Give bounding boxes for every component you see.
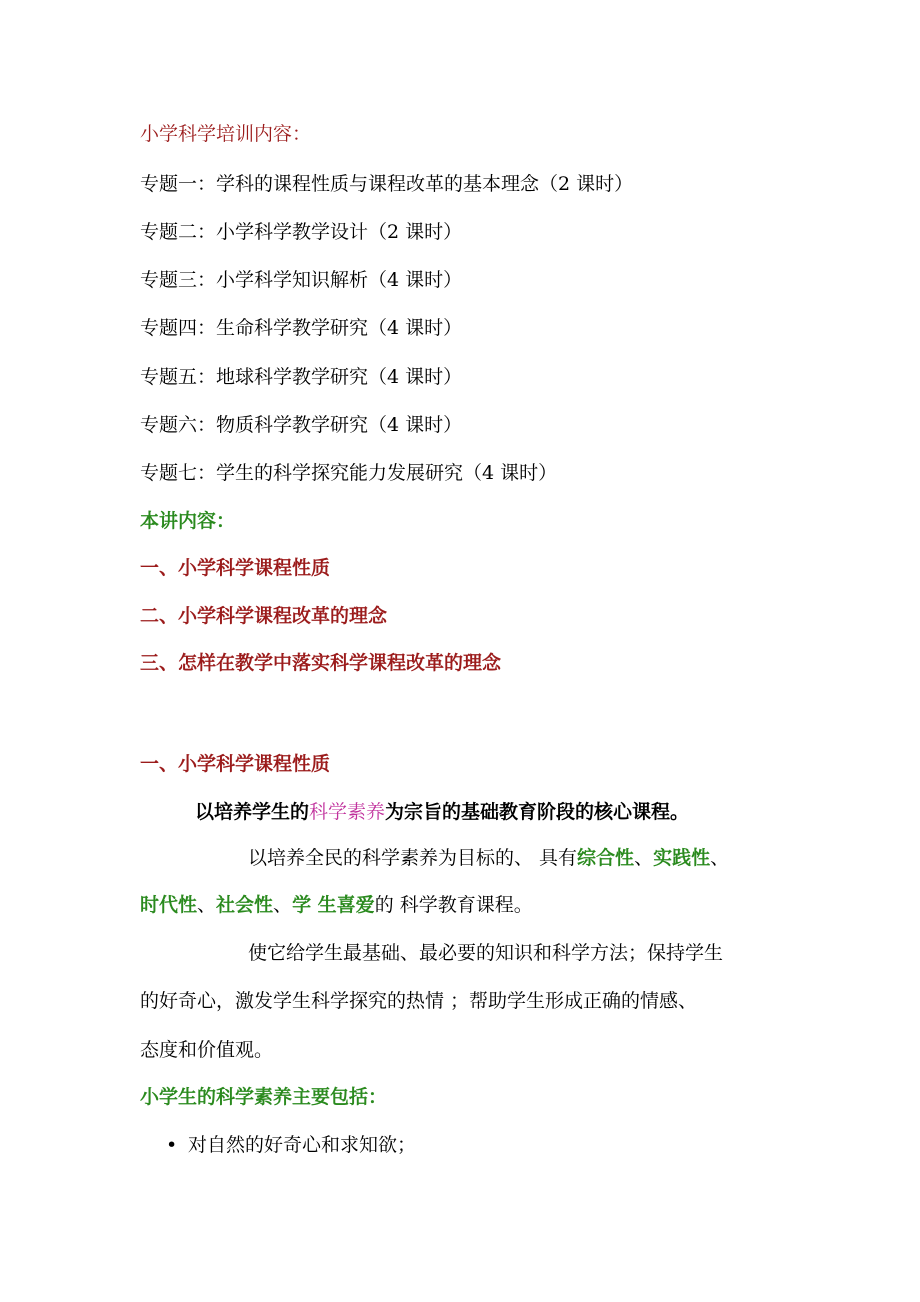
lecture-item-1: 一、小学科学课程性质 <box>140 557 331 579</box>
para2-line3: 态度和价值观。 <box>140 1039 274 1061</box>
section1-heading: 一、小学科学课程性质 <box>140 753 331 775</box>
bullet-text: 对自然的好奇心和求知欲； <box>188 1134 417 1156</box>
para2-line1: 使它给学生最基础、最必要的知识和科学方法；保持学生 <box>248 942 724 964</box>
definition-line <box>195 800 689 824</box>
para1-post: 的 科学教育课程。 <box>374 894 533 916</box>
lecture-item-2: 二、小学科学课程改革的理念 <box>140 605 388 627</box>
lecture-heading: 本讲内容： <box>140 510 236 532</box>
para1-line2 <box>140 893 533 917</box>
topic-7: 专题七：学生的科学探究能力发展研究（4 课时） <box>140 462 558 484</box>
topic-4: 专题四：生命科学教学研究（4 课时） <box>140 317 463 339</box>
para1-term-contemporary: 时代性 <box>140 894 198 916</box>
topic-5: 专题五：地球科学教学研究（4 课时） <box>140 366 463 388</box>
para1-sep-3: 、 <box>197 894 217 916</box>
para1-term-practical: 实践性 <box>653 847 711 869</box>
lecture-item-3: 三、怎样在教学中落实科学课程改革的理念 <box>140 652 502 674</box>
topic-6: 专题六：物质科学教学研究（4 课时） <box>140 414 463 436</box>
para1-line1 <box>248 846 729 870</box>
definition-post: 为宗旨的基础教育阶段的核心课程。 <box>385 801 690 823</box>
para1-term-integrated: 综合性 <box>577 847 635 869</box>
topic-2: 专题二：小学科学教学设计（2 课时） <box>140 221 463 243</box>
para1-sep-2: 、 <box>710 847 730 869</box>
para1-term-social: 社会性 <box>216 894 274 916</box>
para1-sep-1: 、 <box>634 847 654 869</box>
training-heading: 小学科学培训内容： <box>140 123 312 145</box>
para1-sep-4: 、 <box>273 894 293 916</box>
definition-highlight: 科学素养 <box>309 801 386 823</box>
bullet-dot-icon: • <box>166 1134 178 1156</box>
bullet-item <box>166 1133 416 1157</box>
literacy-heading: 小学生的科学素养主要包括： <box>140 1086 388 1108</box>
definition-pre: 以培养学生的 <box>195 801 310 823</box>
para1-pre: 以培养全民的科学素养为目标的、 具有 <box>248 847 578 869</box>
topic-3: 专题三：小学科学知识解析（4 课时） <box>140 269 463 291</box>
para1-term-liked: 学 生喜爱 <box>292 894 375 916</box>
para2-line2: 的好奇心，激发学生科学探究的热情 ；帮助学生形成正确的情感、 <box>140 990 698 1012</box>
topic-1: 专题一：学科的课程性质与课程改革的基本理念（2 课时） <box>140 173 634 195</box>
